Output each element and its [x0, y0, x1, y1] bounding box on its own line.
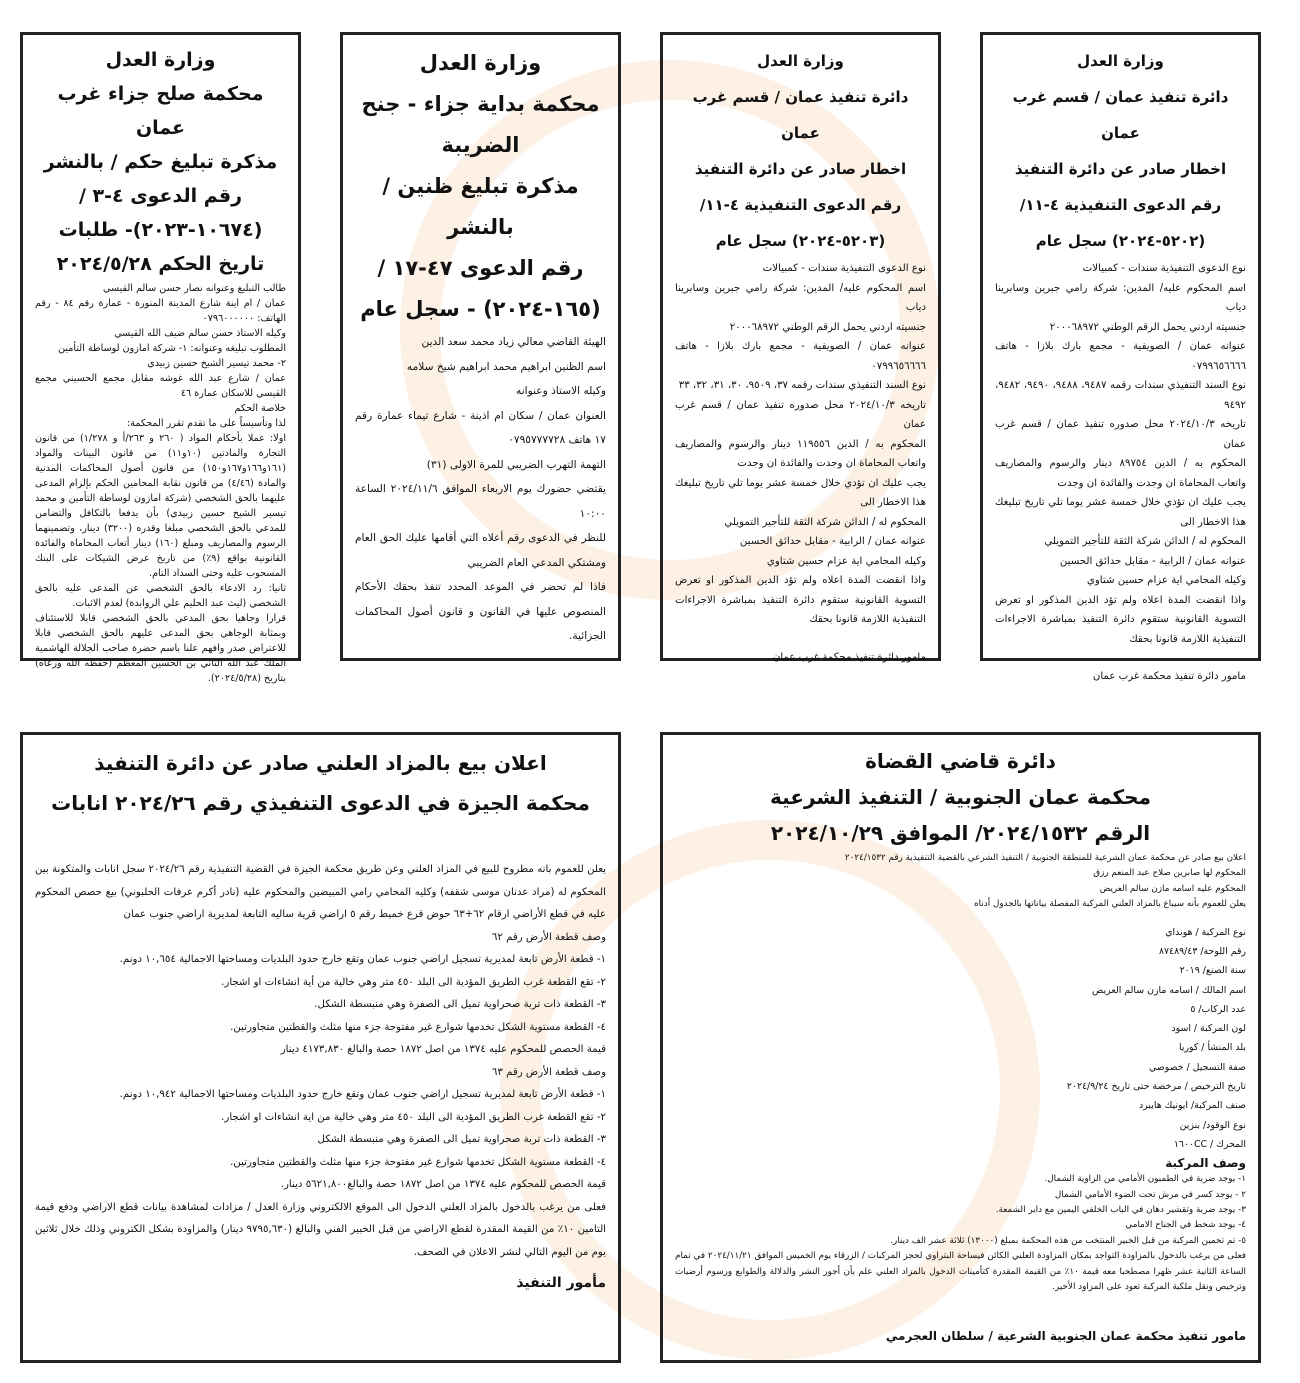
- signature: مأمور التنفيذ: [516, 1275, 606, 1291]
- notice-line: قيمة الحصص للمحكوم عليه ١٣٧٤ من اصل ١٨٧٢ حصة والبالغ ٤١٧٣,٨٣٠ دينار: [280, 1044, 606, 1055]
- notice-heading: محكمة الجيزة في الدعوى التنفيذي رقم ٢٠٢٤/٢٦ انابات: [51, 791, 590, 815]
- description-title: وصف المركبة: [1165, 1156, 1246, 1171]
- notice-line: واذا انقضت المدة اعلاه ولم تؤد الدين المذكور او تعرض التسوية القانونية ستقوم دائرة التنفيذ بمباشرة الاجراءات التنفيذية اللازمة قانونا بحقك: [995, 594, 1246, 645]
- vehicle-detail: اسم المالك / اسامه مازن سالم العريض: [1092, 984, 1246, 996]
- notice-line: فعلى من يرغب بالدخول بالمزاد العلني الدخول الى الموقع الالكتروني وزارة العدل / مزادات لمشاهدة بيانات قطع الاراضي ودفع قيمة التامين ١٠٪ من القيمة المقدرة لقطع الاراضي من قبل الخبير الفني والبالغ (٩٧٩٥,٦٣٠ دينار) والمزاودة بشكل الكتروني وذلك خلال ثلاثين يوم من اليوم التالي لنشر الاعلان في الصحف.: [35, 1201, 607, 1258]
- notice-line: وصف قطعة الأرض رقم ٦٣: [491, 1066, 606, 1078]
- notice-west-amman-penal-judgment: [20, 32, 301, 684]
- notice-line: جنسيته اردني يحمل الرقم الوطني ٢٠٠٠٦٨٩٧٢: [1049, 321, 1246, 333]
- notice-line: ٤- القطعة مستوية الشكل تخدمها شوارع غير مفتوحة جزء منها مثلث والقطتين متجاورتين.: [230, 1156, 606, 1168]
- notice-line: نوع السند التنفيذي سندات رقمه ٣٧، ٩٥٠٩، ٣٠، ٣١، ٣٢، ٣٣: [678, 380, 926, 391]
- notice-line: عمان / شارع عبد الله غوشه مقابل مجمع الحسيني مجمع القيسي للاسكان عمارة ٤٦: [35, 373, 286, 399]
- vehicle-detail: تاريخ الترخيص / مرخصة حتى تاريخ ٢٠٢٤/٩/٢٤: [1066, 1081, 1246, 1092]
- notice-heading: وزارة العدل: [757, 52, 844, 70]
- notice-line: ٤- القطعة مستوية الشكل تخدمها شوارع غير مفتوحة جزء منها مثلث والقطتين متجاورتين.: [230, 1021, 606, 1033]
- notice-line: ٢- تقع القطعة غرب الطريق المؤدية الى البلد ٤٥٠ متر وهي خالية من اية انشاءات او اشجار.: [221, 1111, 606, 1123]
- signature: مامور دائرة تنفيذ محكمة غرب عمان: [1092, 671, 1246, 682]
- notice-heading: الرقم ٢٠٢٤/١٥٣٢/ الموافق ٢٠٢٤/١٠/٢٩: [770, 821, 1151, 845]
- notice-line: التهمة التهرب الضريبي للمرة الاولى (٣١): [426, 458, 606, 471]
- vehicle-detail: رقم اللوحة/ ٨٧٤٨٩/٤٣: [1158, 945, 1246, 957]
- vehicle-detail: نوع الوقود/ بنزين: [1179, 1119, 1246, 1131]
- notice-line: قرارا وجاهيا بحق المدعي بالحق الشخصي قابلا للاستئناف وبمثابة الوجاهي بحق المدعى عليهم بالحق الشخصي قابلا للاعتراض صدر وافهم علنا باسم حضرة صاحب الجلالة الهاشمية الملك عبد الله الثاني بن الحسين المعظم (حفظه الله ورعاه) بتاريخ (٢٠٢٤/٥/٢٨).: [35, 613, 286, 684]
- notice-line: قيمة الحصص للمحكوم عليه ١٣٧٤ من اصل ١٨٧٢ حصة والبالغ٥٦٢١,٨٠٠ دينار.: [280, 1179, 606, 1190]
- notice-land-auction-giza: [20, 732, 621, 1363]
- notice-line: اولا: عملا بأحكام المواد ( ٢٦٠ و ٢٦٣/أ و ١/٢٧٨) من قانون التجارة والمادتين (١٠و١١) من قانون البينات والمواد (١٦١و١٦٦و١٦٧و١٥٠) من قانون أصول المحاكمات المدنية والمادة (٤/٤٦) من قانون نقابة المحامين الحكم بإلزام المدعى عليهما بالحق الشخصي (شركة امازون لوساطة التأمين و محمد تيسير الشيخ حسين زبيدي) بأن يدفعا بالتكافل والتضامن للمدعي بالحق الشخصي مبلغا وقدره (٣٢٠٠) دينار، وتضمينهما الرسوم والمصاريف ومبلغ (١٦٠) دينار أتعاب المحاماة والفائدة القانونية بواقع (٩٪) من تاريخ عرض الشيكات على البنك المسحوب عليه وحتى السداد التام.: [35, 433, 287, 579]
- description-line: ٢ - يوجد كسر في مرش تحت الضوء الأمامي الشمال: [1054, 1189, 1246, 1200]
- notice-line: وكيله الاستاذ وعنوانه: [516, 385, 606, 397]
- notice-line: تاريخه ٢٠٢٤/١٠/٣ محل صدوره تنفيذ عمان / قسم غرب عمان: [995, 419, 1246, 450]
- notice-line: عمان / ام اينة شارع المدينة المنورة - عمارة رقم ٨٤ - رقم الهاتف: ٠٧٩٦٠٠٠٠٠٠: [35, 298, 286, 324]
- vehicle-detail: عدد الركاب/ ٥: [1190, 1003, 1246, 1015]
- notice-line: عنوانه عمان / الرابية - مقابل حدائق الحسين: [739, 536, 926, 547]
- notice-line: للنظر في الدعوى رقم أعلاه التي أقامها عليك الحق العام ومشتكي المدعي العام الضريبي: [355, 532, 606, 569]
- notice-line: نوع الدعوى التنفيذية سندات - كمبيالات: [762, 263, 926, 274]
- notice-line: ١- قطعة الأرض تابعة لمديرية تسجيل اراضي جنوب عمان وتقع خارج حدود البلديات ومساحتها الاجمالية ١٠,٩٤٢ دونم.: [119, 1089, 606, 1100]
- intro-line: المحكوم لها صابرين صلاح عبد المنعم رزق: [1093, 868, 1246, 879]
- notice-line: العنوان عمان / سكان ام اذينة - شارع تيماء عمارة رقم ١٧ هاتف ٠٧٩٥٧٧٧٧٢٨: [355, 409, 606, 446]
- notice-line: يجب عليك ان تؤدي خلال خمسة عشر يوما تلي تاريخ تبليغك هذا الاخطار الى: [675, 477, 926, 508]
- notice-line: واذا انقضت المدة اعلاه ولم تؤد الدين المذكور او تعرض التسوية القانونية ستقوم دائرة التنفيذ بمباشرة الاجراءات التنفيذية اللازمة قانونا بحقك: [675, 575, 926, 625]
- notice-heading: مذكرة تبليغ ظنين / بالنشر: [382, 174, 579, 239]
- notice-heading: (٥٢٠٢-٢٠٢٤) سجل عام: [1035, 232, 1206, 250]
- notice-line: يعلن للعموم بانه مطروح للبيع في المزاد العلني وعن طريق محكمة الجيزة في القضية التنفيذية رقم ٢٠٢٤/٢٦ سجل انابات والمتكونة بين المحكوم له (مراد عدنان موسى شقفه) وكليه المحامي رامي المبيضين والمحكوم عليه (نادر أكرم عرفات الحلبوني) بيع حصص المحكوم عليه في قطع الأراضي ارقام ٦٢+٦٣ حوض قرع خميط رقم ٥ اراضي قرية ساليه التابعة لمديرية اراضي جنوب عمان: [35, 864, 607, 920]
- notice-heading: تاريخ الحكم ٢٠٢٤/٥/٢٨: [56, 253, 265, 275]
- notice-line: ١- قطعة الأرض تابعة لمديرية تسجيل اراضي جنوب عمان وتقع خارج حدود البلديات ومساحتها الاجمالية ١٠,٦٥٤ دونم.: [119, 954, 606, 965]
- signature: مامور دائرة تنفيذ محكمة غرب عمان: [772, 651, 926, 663]
- notice-line: ٣- القطعة ذات تربة صحراوية تميل الى الصفرة وهي منبسطة الشكل: [317, 1134, 606, 1145]
- notice-execution-5203: [660, 32, 941, 661]
- notice-line: لذا وتأسيساً على ما تقدم تقرر المحكمة:: [126, 418, 286, 429]
- notice-line: خلاصة الحكم: [234, 403, 286, 414]
- notice-line: عنوانه عمان / الرابية - مقابل حدائق الحسين: [1059, 555, 1246, 567]
- notice-line: يقتضي حضورك يوم الاربعاء الموافق ٢٠٢٤/١١/٦ الساعة ١٠:٠٠: [355, 483, 606, 520]
- notice-heading: اعلان بيع بالمزاد العلني صادر عن دائرة التنفيذ: [94, 751, 547, 775]
- notice-line: المطلوب تبليغه وعنوانه: ١- شركة امازون لوساطة التأمين: [58, 343, 286, 354]
- notice-vehicle-auction-south-amman: [660, 732, 1261, 1363]
- notice-heading: دائرة تنفيذ عمان / قسم غرب عمان: [1012, 88, 1229, 142]
- notice-heading: رقم الدعوى ٤٧-١٧ / (١٦٥-٢٠٢٤) - سجل عام: [360, 256, 601, 321]
- notice-line: اسم الظنين ابراهيم محمد ابراهيم شيخ سلامه: [406, 360, 606, 373]
- notice-line: نوع الدعوى التنفيذية سندات - كمبيالات: [1082, 263, 1246, 274]
- notice-heading: مذكرة تبليغ حكم / بالنشر: [43, 151, 278, 173]
- vehicle-detail: بلد المنشأ / كوريا: [1179, 1042, 1246, 1054]
- notice-line: نوع السند التنفيذي سندات رقمه ٩٤٨٧، ٩٤٨٨، ٩٤٩٠، ٩٤٨٢، ٩٤٩٢: [995, 380, 1247, 411]
- notice-line: تاريخه ٢٠٢٤/١٠/٣ محل صدوره تنفيذ عمان / قسم غرب عمان: [675, 399, 926, 430]
- notice-heading: اخطار صادر عن دائرة التنفيذ: [694, 160, 907, 178]
- vehicle-detail: صفة التسجيل / خصوصي: [1148, 1061, 1246, 1073]
- notice-line: وصف قطعة الأرض رقم ٦٢: [491, 931, 606, 943]
- notice-line: ثانيا: رد الادعاء بالحق الشخصي عن المدعى عليه بالحق الشخصي (ليث عبد الحليم علي الروابدة) لعدم الاثبات.: [35, 583, 286, 609]
- notice-heading: دائرة قاضي القضاة: [865, 749, 1056, 773]
- notice-line: ٢- محمد تيسير الشيخ حسين زبيدي: [147, 358, 286, 369]
- notice-heading: رقم الدعوى ٤-٣ / (١٠٦٧٤-٢٠٢٣)- طلبات: [58, 185, 263, 241]
- vehicle-detail: سنة الصنع/ ٢٠١٩: [1179, 965, 1246, 977]
- notice-heading: رقم الدعوى التنفيذية ٤-١١/: [1019, 196, 1222, 214]
- notice-line: وكيله الاستاذ حسن سالم ضيف الله القيسي: [114, 328, 286, 339]
- notice-line: المحكوم به / الدين ١١٩٥٥٦ دينار والرسوم والمصاريف واتعاب المحاماة ان وجدت والفائدة ان وجدت: [675, 438, 927, 469]
- notice-heading: وزارة العدل: [419, 51, 542, 75]
- vehicle-detail: نوع المركبة / هونداي: [1165, 926, 1246, 938]
- notice-line: طالب التبليغ وعنوانه نصار حسن سالم القيسي: [103, 283, 286, 294]
- notice-heading: اخطار صادر عن دائرة التنفيذ: [1014, 160, 1227, 178]
- notice-heading: دائرة تنفيذ عمان / قسم غرب عمان: [692, 88, 909, 142]
- notice-line: الهيئة القاضي معالي زياد محمد سعد الدين: [421, 336, 606, 348]
- notice-line: المحكوم به / الدين ٨٩٧٥٤ دينار والرسوم والمصاريف واتعاب المحاماة ان وجدت والفائدة ان وجدت: [995, 458, 1247, 489]
- signature: مامور تنفيذ محكمة عمان الجنوبية الشرعية / سلطان العجرمي: [885, 1329, 1246, 1344]
- notice-heading: محكمة عمان الجنوبية / التنفيذ الشرعية: [770, 785, 1151, 809]
- description-line: ٥- تم تخمين المركبة من قبل الخبير المنتخب من هذه المحكمة بمبلغ (١٣٠٠٠) ثلاثة عشر الف دينار.: [890, 1235, 1246, 1246]
- description-line: ٣- يوجد ضربة وتقشير دهان في الباب الخلفي اليمين مع داير الشمعة.: [995, 1205, 1246, 1215]
- vehicle-detail: لون المركبة / اسود: [1171, 1023, 1246, 1035]
- notice-line: اسم المحكوم عليه/ المدين: شركة رامي جبرين وسابرينا دياب: [675, 282, 926, 313]
- vehicle-detail: المحرك / ١٦٠٠CC: [1173, 1138, 1246, 1150]
- notice-line: فاذا لم تحضر في الموعد المحدد تنفذ بحقك الأحكام المنصوص عليها في القانون و قانون أصول المحاكمات الجزائية.: [355, 581, 606, 642]
- intro-line: يعلن للعموم بأنه سيباع بالمزاد العلني المركبة المفصلة بياناتها بالجدول أدناه: [974, 899, 1246, 910]
- intro-line: المحكوم عليه اسامه مازن سالم العريض: [1099, 883, 1246, 894]
- notice-heading: وزارة العدل: [105, 49, 216, 71]
- notice-line: يجب عليك ان تؤدي خلال خمسة عشر يوما تلي تاريخ تبليغك هذا الاخطار الى: [995, 497, 1246, 528]
- description-line: ٤- يوجد شخط في الجناح الامامي: [1125, 1220, 1246, 1231]
- notice-heading: رقم الدعوى التنفيذية ٤-١١/: [699, 196, 902, 214]
- notice-line: وكيله المحامي اية عزام حسين شتاوي: [1086, 575, 1246, 586]
- notice-line: عنوانه عمان / الصويفية - مجمع بارك بلازا - هاتف ٠٧٩٩٦٥٦٦٦٦: [675, 341, 926, 372]
- notice-line: اسم المحكوم عليه/ المدين: شركة رامي جبرين وسابرينا دياب: [995, 282, 1246, 313]
- description-line: فعلى من يرغب بالدخول بالمزاودة التواجد بمكان المزاودة العلني الكائن فيساحة البتراوي لحجز المركبات / الزرقاء يوم الخميس الموافق ٢٠٢٤/١١/٢١ في تمام الساعة الثانية عشر ظهرا مصطحبا معه قيمة ١٠٪ من القيمة المقدرة كتأمينات الدخول بالمزاد العلني علم بأن أجور النشر والدلالة والطوابع ورسوم أرضيات وترخيص ونقل ملكية المركبة تعود على المزاود الأخير.: [675, 1251, 1246, 1293]
- notice-heading: محكمة صلح جزاء غرب عمان: [57, 83, 264, 139]
- vehicle-detail: صنف المركبة/ ايونيك هايبرد: [1139, 1100, 1246, 1112]
- notice-line: وكيله المحامي اية عزام حسين شتاوي: [766, 555, 926, 567]
- intro-line: اعلان بيع صادر عن محكمة عمان الشرعية للمنطقة الجنوبية / التنفيذ الشرعي بالقضية التنفيذية رقم ٢٠٢٤/١٥٣٢: [844, 853, 1246, 863]
- notice-line: عنوانه عمان / الصويفية - مجمع بارك بلازا - هاتف ٠٧٩٩٦٥٦٦٦٦: [995, 341, 1246, 372]
- notice-heading: محكمة بداية جزاء - جنح الضريبة: [361, 92, 600, 157]
- notice-tax-court-summons: [340, 32, 621, 661]
- spacer: [35, 823, 606, 859]
- notice-line: ٢- تقع القطعة غرب الطريق المؤدية الى البلد ٤٥٠ متر وهي خالية من أية انشاءات او اشجار.: [221, 976, 606, 988]
- description-line: ١- يوجد ضربة في الطمبون الأمامي من الزاوية الشمال.: [1044, 1174, 1246, 1185]
- notice-line: المحكوم له / الدائن شركة الثقة للتأجير التمويلي: [1044, 536, 1246, 547]
- notice-line: جنسيته اردني يحمل الرقم الوطني ٢٠٠٠٦٨٩٧٢: [729, 321, 926, 333]
- notice-heading: وزارة العدل: [1077, 52, 1164, 70]
- spacer: [675, 913, 1246, 923]
- notice-line: المحكوم له / الدائن شركة الثقة للتأجير التمويلي: [724, 516, 926, 528]
- notice-execution-5202: [980, 32, 1261, 682]
- notice-line: ٣- القطعة ذات تربة صحراوية تميل الى الصفرة وهي منبسطة الشكل.: [314, 999, 606, 1010]
- notice-heading: (٥٢٠٣-٢٠٢٤) سجل عام: [715, 232, 886, 250]
